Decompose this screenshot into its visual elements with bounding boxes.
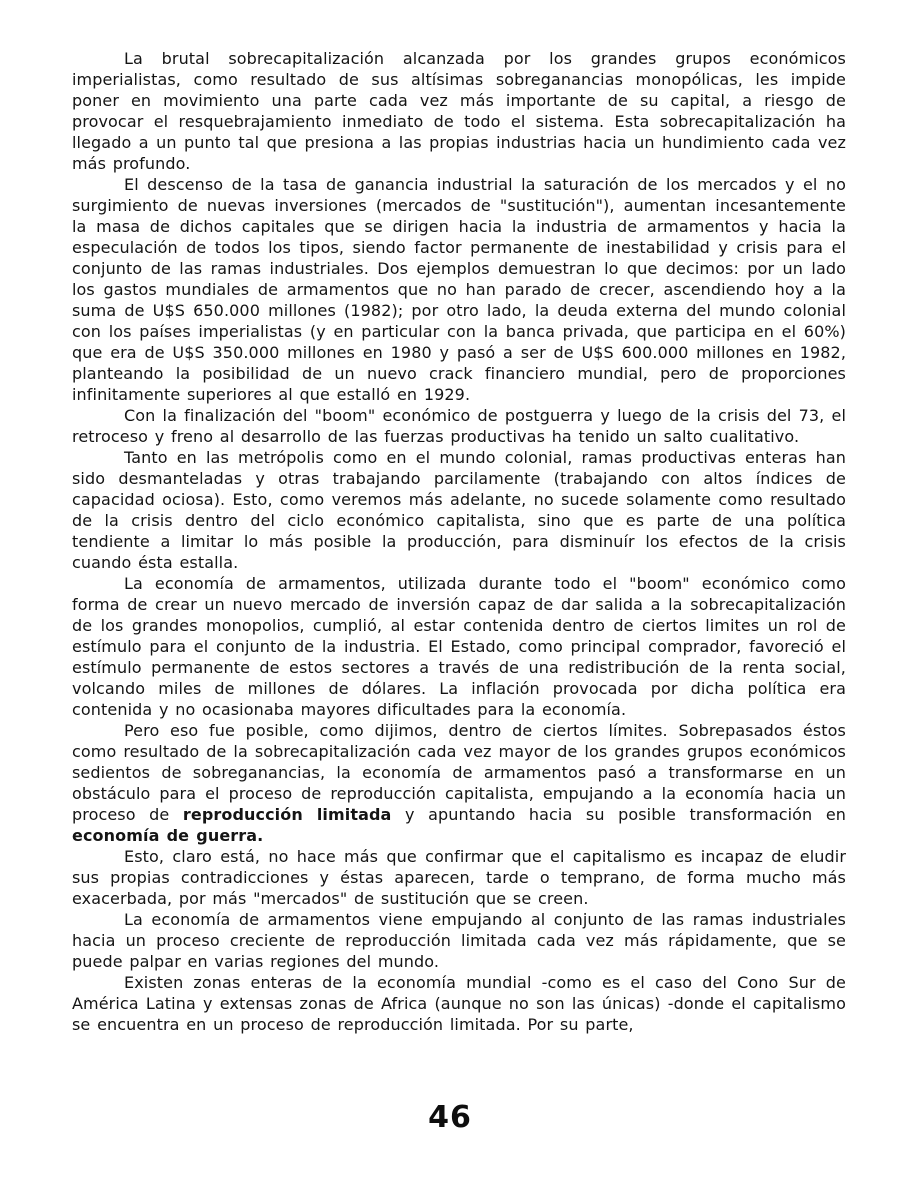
- paragraph: [72, 48, 846, 174]
- bold-text-run: economía de guerra.: [72, 826, 264, 845]
- text-run: Existen zonas enteras de la economía mundial -como es el caso del Cono Sur de América Latina y extensas zonas de Africa (aunque no son las únicas) -donde el capitalismo se encuentra en un proceso de reproducción limitada. Por su parte,: [72, 973, 846, 1034]
- paragraph: [72, 405, 846, 447]
- text-run: El descenso de la tasa de ganancia industrial la saturación de los mercados y el no surgimiento de nuevas inversiones (mercados de "sustitución"), aumentan incesantemente la masa de dichos capitales que se dirigen hacia la industria de armamentos y hacia la especulación de todos los tipos, siendo factor permanente de inestabilidad y crisis para el conjunto de las ramas industriales. Dos ejemplos demuestran lo que decimos: por un lado los gastos mundiales de armamentos que no han parado de crecer, ascendiendo hoy a la suma de U$S 650.000 millones (1982); por otro lado, la deuda externa del mundo colonial con los países imperialistas (y en particular con la banca privada, que participa en el 60%) que era de U$S 350.000 millones en 1980 y pasó a ser de U$S 600.000 millones en 1982, planteando la posibilidad de un nuevo crack financiero mundial, pero de proporciones infinitamente superiores al que estalló en 1929.: [72, 175, 846, 404]
- paragraph: [72, 972, 846, 1035]
- paragraph: [72, 909, 846, 972]
- paragraph: [72, 720, 846, 846]
- text-block: [72, 48, 846, 1035]
- paragraph: [72, 447, 846, 573]
- text-run: La economía de armamentos, utilizada durante todo el "boom" económico como forma de crear un nuevo mercado de inversión capaz de dar salida a la sobrecapitalización de los grandes monopolios, cumplió, al estar contenida dentro de ciertos limites un rol de estímulo para el conjunto de la industria. El Estado, como principal comprador, favoreció el estímulo permanente de estos sectores a través de una redistribución de la renta social, volcando miles de millones de dólares. La inflación provocada por dicha política era contenida y no ocasionaba mayores dificultades para la economía.: [72, 574, 846, 719]
- text-run: Con la finalización del "boom" económico de postguerra y luego de la crisis del 73, el retroceso y freno al desarrollo de las fuerzas productivas ha tenido un salto cualitativo.: [72, 406, 846, 446]
- paragraph: [72, 174, 846, 405]
- text-run: Esto, claro está, no hace más que confirmar que el capitalismo es incapaz de eludir sus propias contradicciones y éstas aparecen, tarde o temprano, de forma mucho más exacerbada, por más "mercados" de sustitución que se creen.: [72, 847, 846, 908]
- text-run: Pero eso fue posible, como dijimos, dentro de ciertos límites. Sobrepasados éstos como resultado de la sobrecapitalización cada vez mayor de los grandes grupos económicos sedientos de sobreganancias, la economía de armamentos pasó a transformarse en un obstáculo para el proceso de reproducción capitalista, empujando a la economía hacia un proceso de: [72, 721, 846, 824]
- page-number: 46: [428, 1100, 472, 1135]
- paragraph: [72, 846, 846, 909]
- text-run: Tanto en las metrópolis como en el mundo colonial, ramas productivas enteras han sido desmanteladas y otras trabajando parcilamente (trabajando con altos índices de capacidad ociosa). Esto, como veremos más adelante, no sucede solamente como resultado de la crisis dentro del ciclo económico capitalista, sino que es parte de una política tendiente a limitar lo más posible la producción, para disminuír los efectos de la crisis cuando ésta estalla.: [72, 448, 846, 572]
- paragraph: [72, 573, 846, 720]
- text-run: La economía de armamentos viene empujando al conjunto de las ramas industriales hacia un proceso creciente de reproducción limitada cada vez más rápidamente, que se puede palpar en varias regiones del mundo.: [72, 910, 846, 971]
- text-run: y apuntando hacia su posible transformación en: [391, 805, 847, 824]
- text-run: La brutal sobrecapitalización alcanzada por los grandes grupos económicos imperialistas, como resultado de sus altísimas sobreganancias monopólicas, les impide poner en movimiento una parte cada vez más importante de su capital, a riesgo de provocar el resquebrajamiento inmediato de todo el sistema. Esta sobrecapitalización ha llegado a un punto tal que presiona a las propias industrias hacia un hundimiento cada vez más profundo.: [72, 49, 846, 173]
- bold-text-run: reproducción limitada: [182, 805, 392, 824]
